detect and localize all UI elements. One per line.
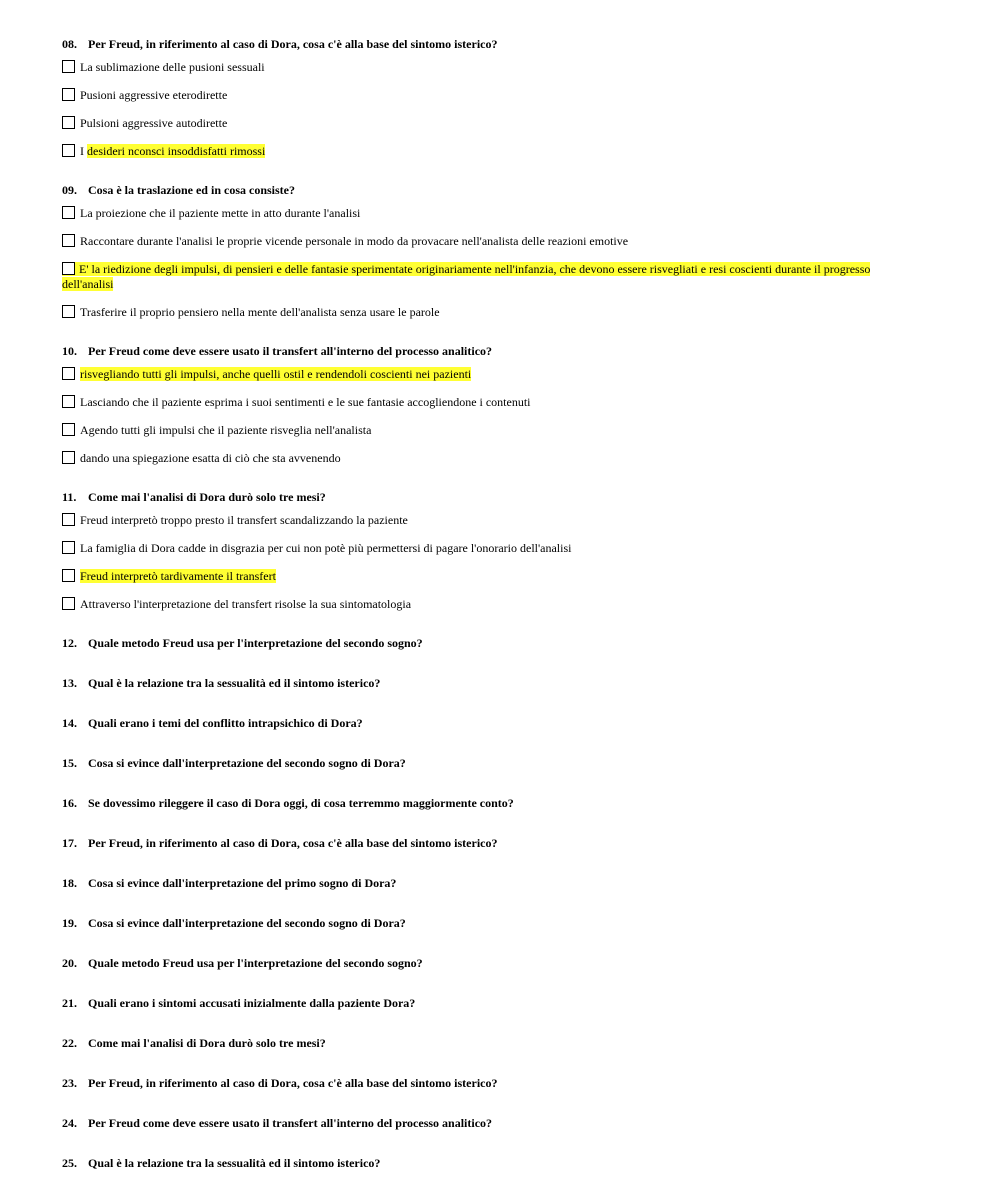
question-text: Quali erano i temi del conflitto intrapsichico di Dora? xyxy=(88,716,363,730)
question-title xyxy=(62,915,922,931)
question-number: 10. xyxy=(62,344,77,358)
checkbox[interactable] xyxy=(62,234,75,247)
checkbox[interactable] xyxy=(62,60,75,73)
question-17 xyxy=(62,835,922,851)
option-text: Trasferire il proprio pensiero nella mente dell'analista senza usare le parole xyxy=(80,305,440,319)
option xyxy=(62,60,922,75)
question-title xyxy=(62,675,922,691)
checkbox[interactable] xyxy=(62,451,75,464)
options-list xyxy=(62,206,922,320)
question-number: 16. xyxy=(62,796,77,810)
option-text-highlighted: Freud interpretò tardivamente il transfert xyxy=(80,569,276,583)
option-text: Pulsioni aggressive autodirette xyxy=(80,116,228,130)
option xyxy=(62,116,922,131)
option-text: Pusioni aggressive eterodirette xyxy=(80,88,228,102)
option-correct xyxy=(62,144,922,159)
question-title xyxy=(62,343,922,359)
question-text: Quale metodo Freud usa per l'interpretazione del secondo sogno? xyxy=(88,636,423,650)
checkbox[interactable] xyxy=(62,88,75,101)
question-title xyxy=(62,182,922,198)
question-number: 14. xyxy=(62,716,77,730)
option-text-highlighted: risvegliando tutti gli impulsi, anche quelli ostil e rendendoli coscienti nei pazienti xyxy=(80,367,472,381)
option-text: La proiezione che il paziente mette in atto durante l'analisi xyxy=(80,206,361,220)
question-title xyxy=(62,1035,922,1051)
question-title xyxy=(62,1155,922,1171)
option xyxy=(62,305,922,320)
question-title xyxy=(62,995,922,1011)
question-number: 08. xyxy=(62,37,77,51)
option xyxy=(62,88,922,103)
option-text: Attraverso l'interpretazione del transfert risolse la sua sintomatologia xyxy=(80,597,412,611)
option-correct xyxy=(62,367,922,382)
checkbox[interactable] xyxy=(62,367,75,380)
question-text: Quali erano i sintomi accusati inizialmente dalla paziente Dora? xyxy=(88,996,416,1010)
question-title xyxy=(62,1115,922,1131)
question-14 xyxy=(62,715,922,731)
option-text: Lasciando che il paziente esprima i suoi sentimenti e le sue fantasie accogliendone i contenuti xyxy=(80,395,531,409)
checkbox[interactable] xyxy=(62,305,75,318)
question-text: Quale metodo Freud usa per l'interpretazione del secondo sogno? xyxy=(88,956,423,970)
question-text: Cosa si evince dall'interpretazione del secondo sogno di Dora? xyxy=(88,916,406,930)
question-15 xyxy=(62,755,922,771)
question-title xyxy=(62,875,922,891)
option xyxy=(62,541,922,556)
option xyxy=(62,423,922,438)
question-number: 25. xyxy=(62,1156,77,1170)
checkbox[interactable] xyxy=(62,395,75,408)
option xyxy=(62,451,922,466)
checkbox[interactable] xyxy=(62,206,75,219)
question-25 xyxy=(62,1155,922,1171)
question-24 xyxy=(62,1115,922,1131)
option-text: La famiglia di Dora cadde in disgrazia per cui non potè più permettersi di pagare l'onorario dell'analisi xyxy=(80,541,572,555)
question-text: Cosa si evince dall'interpretazione del secondo sogno di Dora? xyxy=(88,756,406,770)
checkbox[interactable] xyxy=(62,569,75,582)
question-number: 11. xyxy=(62,490,77,504)
question-text: Come mai l'analisi di Dora durò solo tre mesi? xyxy=(88,1036,326,1050)
question-text: Per Freud, in riferimento al caso di Dora, cosa c'è alla base del sintomo isterico? xyxy=(88,1076,498,1090)
question-title xyxy=(62,635,922,651)
checkbox[interactable] xyxy=(62,116,75,129)
option xyxy=(62,597,922,612)
option-text-highlighted: E' la riedizione degli impulsi, di pensieri e delle fantasie sperimentate originariamente nell'infanzia, che devono essere risvegliati e resi coscienti durante il progresso dell'analisi xyxy=(62,262,871,291)
option-correct xyxy=(62,262,922,292)
question-number: 23. xyxy=(62,1076,77,1090)
option-text: La sublimazione delle pusioni sessuali xyxy=(80,60,265,74)
question-title xyxy=(62,755,922,771)
question-title xyxy=(62,715,922,731)
question-09 xyxy=(62,182,922,320)
checkbox[interactable] xyxy=(62,597,75,610)
question-text: Per Freud, in riferimento al caso di Dora, cosa c'è alla base del sintomo isterico? xyxy=(88,836,498,850)
question-title xyxy=(62,1075,922,1091)
option-text-highlighted: desideri nconsci insoddisfatti rimossi xyxy=(87,144,266,158)
option-prefix: I xyxy=(80,144,87,158)
question-23 xyxy=(62,1075,922,1091)
option xyxy=(62,206,922,221)
question-20 xyxy=(62,955,922,971)
question-21 xyxy=(62,995,922,1011)
question-number: 17. xyxy=(62,836,77,850)
question-text: Cosa si evince dall'interpretazione del primo sogno di Dora? xyxy=(88,876,397,890)
question-text: Se dovessimo rileggere il caso di Dora oggi, di cosa terremmo maggiormente conto? xyxy=(88,796,514,810)
option xyxy=(62,513,922,528)
question-number: 13. xyxy=(62,676,77,690)
question-text: Per Freud, in riferimento al caso di Dora, cosa c'è alla base del sintomo isterico? xyxy=(88,37,498,51)
checkbox[interactable] xyxy=(62,144,75,157)
options-list xyxy=(62,513,922,612)
question-title xyxy=(62,489,922,505)
option-text: Freud interpretò troppo presto il transfert scandalizzando la paziente xyxy=(80,513,408,527)
question-number: 21. xyxy=(62,996,77,1010)
checkbox[interactable] xyxy=(62,423,75,436)
question-title xyxy=(62,795,922,811)
question-number: 24. xyxy=(62,1116,77,1130)
question-number: 12. xyxy=(62,636,77,650)
checkbox[interactable] xyxy=(62,262,75,275)
question-number: 20. xyxy=(62,956,77,970)
question-22 xyxy=(62,1035,922,1051)
checkbox[interactable] xyxy=(62,541,75,554)
checkbox[interactable] xyxy=(62,513,75,526)
question-13 xyxy=(62,675,922,691)
question-title xyxy=(62,835,922,851)
option xyxy=(62,395,922,410)
question-19 xyxy=(62,915,922,931)
option xyxy=(62,234,922,249)
question-number: 09. xyxy=(62,183,77,197)
question-text: Qual è la relazione tra la sessualità ed il sintomo isterico? xyxy=(88,1156,381,1170)
question-11 xyxy=(62,489,922,612)
options-list xyxy=(62,367,922,466)
question-08 xyxy=(62,36,922,159)
option-text: Agendo tutti gli impulsi che il paziente risveglia nell'analista xyxy=(80,423,372,437)
question-text: Cosa è la traslazione ed in cosa consiste? xyxy=(88,183,295,197)
question-12 xyxy=(62,635,922,651)
question-number: 19. xyxy=(62,916,77,930)
question-title xyxy=(62,955,922,971)
question-title xyxy=(62,36,922,52)
question-18 xyxy=(62,875,922,891)
question-number: 18. xyxy=(62,876,77,890)
quiz-document xyxy=(62,36,922,1195)
question-text: Qual è la relazione tra la sessualità ed il sintomo isterico? xyxy=(88,676,381,690)
options-list xyxy=(62,60,922,159)
question-number: 22. xyxy=(62,1036,77,1050)
option-text: Raccontare durante l'analisi le proprie vicende personale in modo da provacare nell'analista delle reazioni emotive xyxy=(80,234,629,248)
question-text: Come mai l'analisi di Dora durò solo tre mesi? xyxy=(88,490,326,504)
question-number: 15. xyxy=(62,756,77,770)
option-correct xyxy=(62,569,922,584)
option-text: dando una spiegazione esatta di ciò che sta avvenendo xyxy=(80,451,341,465)
question-10 xyxy=(62,343,922,466)
question-text: Per Freud come deve essere usato il transfert all'interno del processo analitico? xyxy=(88,344,493,358)
question-text: Per Freud come deve essere usato il transfert all'interno del processo analitico? xyxy=(88,1116,493,1130)
question-16 xyxy=(62,795,922,811)
